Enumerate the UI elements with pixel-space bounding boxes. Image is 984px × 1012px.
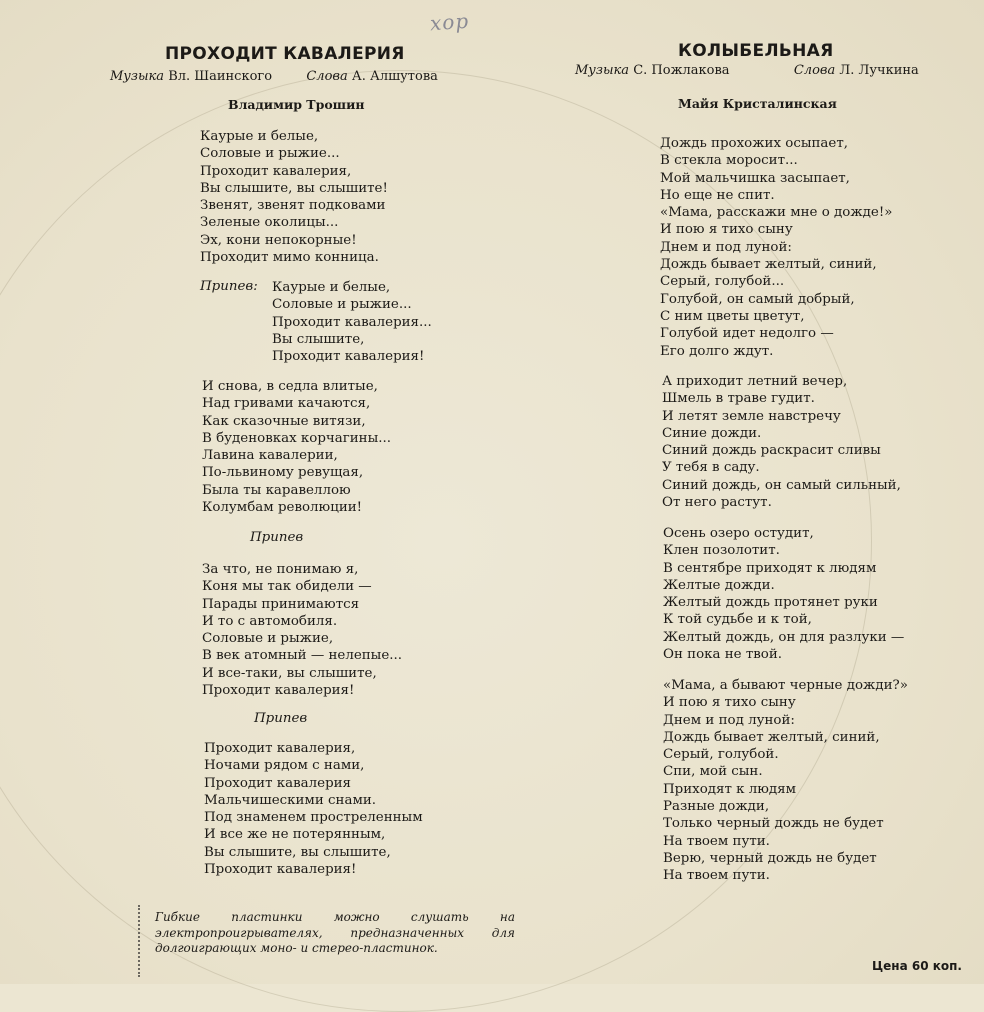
left-words-label: Слова [306,69,348,84]
right-words-author: Л. Лучкина [839,63,919,78]
lyric-line: Каурые и белые, [200,129,319,144]
lyric-line: Проходит кавалерия... [272,314,432,330]
lyric-line: У тебя в саду. [662,460,760,476]
left-music-label: Музыка [110,69,165,84]
price-label: Цена 60 коп. [872,959,962,973]
left-performer: Владимир Трошин [228,97,365,112]
lyric-line: Коня мы так обидели — [202,579,372,595]
lyric-line: Под знаменем простреленным [204,810,423,826]
lyric-line: От него растут. [662,495,772,511]
left-stanza-1 [200,128,388,266]
lyric-line: В буденовках корчагины... [202,430,392,446]
left-chorus [272,279,432,365]
lyric-line: «Мама, а бывают черные дожди?» [663,678,908,693]
right-song-title: КОЛЫБЕЛЬНАЯ [678,41,834,61]
lyric-line: Проходит кавалерия! [272,349,425,365]
lyric-line: Днем и под луной: [663,712,795,728]
lyric-line: Проходит кавалерия! [202,683,355,699]
lyric-line: Синие дожди. [662,425,762,441]
lyric-line: Осень озеро остудит, [663,526,814,541]
left-stanza-3 [202,561,402,699]
lyric-line: Проходит кавалерия! [204,862,357,878]
lyric-line: Соловые и рыжие... [272,297,412,313]
right-stanza-4 [663,677,908,885]
lyric-line: Над гривами качаются, [202,396,371,412]
lyric-line: А приходит летний вечер, [662,374,848,389]
lyric-line: Дождь прохожих осыпает, [660,136,848,151]
lyric-line: В век атомный — нелепые... [202,648,403,664]
right-performer: Майя Кристалинская [678,96,837,111]
lyric-line: Как сказочные витязи, [202,413,366,429]
lyric-line: Мальчишескими снами. [204,792,377,808]
footnote-text: Гибкие пластинки можно слушать на электропроигрывателях, предназначенных для долгоиграющих моно- и стерео-пластинок. [155,910,515,955]
right-credits [575,63,919,78]
lyric-line: Серый, голубой. [663,747,779,763]
lyric-line: В стекла моросит... [660,153,798,169]
lyric-line: И пою я тихо сыну [663,695,796,711]
left-chorus-label: Припев: [200,279,258,294]
right-stanza-3 [663,525,904,663]
right-music-label: Музыка [575,63,630,78]
lyric-line: Синий дождь раскрасит сливы [662,443,881,459]
right-words-label: Слова [793,63,836,78]
lyric-line: Зеленые околицы... [200,215,339,231]
left-song-title: ПРОХОДИТ КАВАЛЕРИЯ [165,44,405,64]
lyric-line: Шмель в траве гудит. [662,391,815,407]
lyric-line: Лавина кавалерии, [202,448,338,464]
lyric-line: И все-таки, вы слышите, [202,665,377,681]
right-stanza-2 [662,373,901,511]
left-stanza-4 [204,740,423,878]
lyric-line: Была ты каравеллою [202,482,351,498]
right-stanza-1 [660,135,892,360]
lyric-line: Вы слышите, вы слышите! [200,180,388,196]
lyric-line: Соловые и рыжие, [202,631,334,647]
lyric-line: И пою я тихо сыну [660,222,793,238]
left-stanza-2 [202,378,391,516]
left-chorus-ref-2: Припев [254,711,308,726]
lyric-line: Каурые и белые, [272,280,391,295]
left-music-author: Вл. Шаинского [168,69,273,84]
lyric-line: И летят земле навстречу [662,408,841,424]
lyric-line: Его долго ждут. [660,343,774,359]
handwritten-mark: хор [429,8,470,36]
lyric-line: С ним цветы цветут, [660,308,805,324]
lyric-line: И все же не потерянным, [204,827,386,843]
lyric-line: На твоем пути. [663,868,770,884]
lyric-line: Голубой идет недолго — [660,326,834,342]
lyric-line: Проходит кавалерия, [204,741,356,756]
lyric-line: Спи, мой сын. [663,764,763,780]
lyric-line: Верю, черный дождь не будет [663,850,877,866]
lyric-line: К той судьбе и к той, [663,612,812,628]
lyric-line: На твоем пути. [663,833,770,849]
lyric-line: Вы слышите, [272,331,365,347]
lyric-line: Желтый дождь, он для разлуки — [663,629,905,645]
left-words-author: А. Алшутова [351,69,438,84]
left-chorus-ref-1: Припев [250,530,304,545]
lyric-line: Колумбам революции! [202,500,363,516]
lyric-line: В сентябре приходят к людям [663,560,877,576]
lyric-line: Серый, голубой... [660,274,785,290]
lyric-line: Проходит мимо конница. [200,250,379,266]
lyric-line: Разные дожди, [663,799,770,815]
lyric-line: Приходят к людям [663,781,797,797]
lyric-line: Соловые и рыжие... [200,146,340,162]
right-music-author: С. Пожлакова [633,63,730,78]
lyric-line: Звенят, звенят подковами [200,198,386,214]
lyric-line: И снова, в седла влитые, [202,379,378,394]
lyric-line: Проходит кавалерия, [200,163,352,179]
lyric-line: Проходит кавалерия [204,775,352,791]
lyric-line: Дождь бывает желтый, синий, [660,257,877,273]
lyric-line: Дождь бывает желтый, синий, [663,729,880,745]
lyric-line: Голубой, он самый добрый, [660,291,855,307]
lyric-line: Он пока не твой. [663,647,783,663]
lyric-line: Желтые дожди. [663,577,775,593]
lyric-line: Мой мальчишка засыпает, [660,170,850,186]
lyric-line: Ночами рядом с нами, [204,758,365,774]
lyric-line: Днем и под луной: [660,239,792,255]
lyric-line: По-львиному ревущая, [202,465,364,481]
lyric-line: Желтый дождь протянет руки [663,595,878,611]
lyric-line: И то с автомобиля. [202,613,338,629]
lyric-line: Клен позолотит. [663,543,780,559]
lyric-line: Эх, кони непокорные! [200,232,357,248]
lyric-line: За что, не понимаю я, [202,562,359,577]
lyric-line: Но еще не спит. [660,187,775,203]
lyric-line: Вы слышите, вы слышите, [204,844,391,860]
lyric-line: Парады принимаются [202,596,360,612]
left-credits [110,69,438,84]
lyric-line: Только черный дождь не будет [663,816,884,832]
footnote-border [138,905,140,977]
lyric-line: «Мама, расскажи мне о дожде!» [660,205,893,221]
lyric-line: Синий дождь, он самый сильный, [662,477,901,493]
